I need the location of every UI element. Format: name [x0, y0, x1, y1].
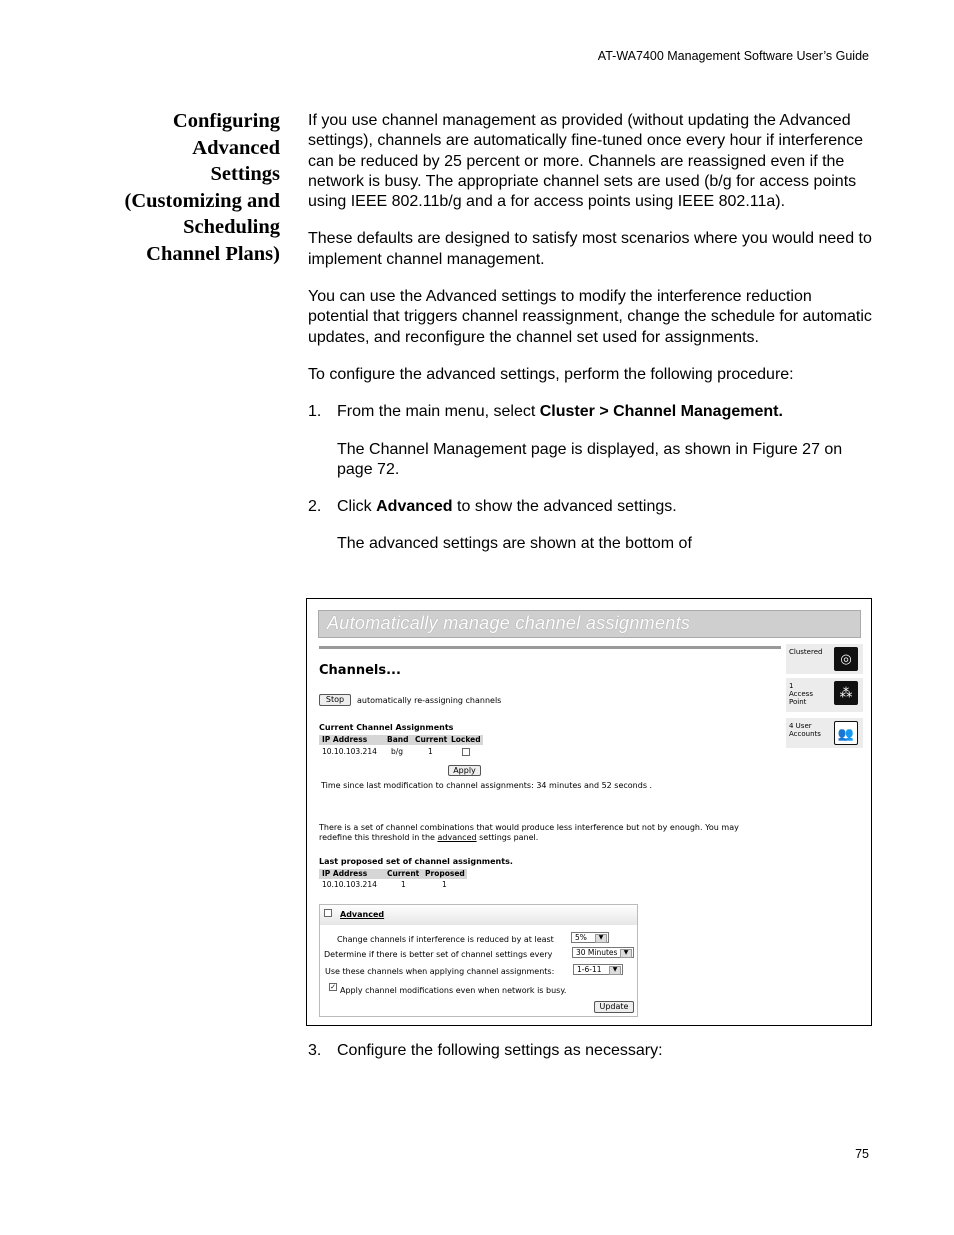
stop-description: automatically re-assigning channels [357, 696, 502, 705]
paragraph: You can use the Advanced settings to modify the interference reduction potential that triggers channel reassignment, change the schedule for automatic updates, and reconfigure the channel set used for assignments. [308, 288, 872, 346]
page-number: 75 [855, 1147, 869, 1161]
section-title-line: Configuring [172, 110, 280, 132]
selected-value: 1-6-11 [577, 965, 602, 974]
stop-button[interactable]: Stop [319, 694, 351, 706]
proposed-table-header [319, 869, 467, 879]
body-text-continued [308, 1041, 874, 1078]
chevron-down-icon: ▼ [620, 949, 632, 958]
note-text: settings panel. [476, 833, 539, 842]
running-header: AT-WA7400 Management Software User’s Guide [597, 49, 869, 63]
step-text: Configure the following settings as necessary: [337, 1042, 663, 1059]
section-title [100, 108, 280, 267]
advanced-keyword: Advanced [376, 498, 453, 516]
table-row [319, 747, 483, 757]
section-title-line: (Customizing and [124, 189, 280, 212]
status-label: 4 User Accounts [789, 722, 821, 738]
col-locked: Locked [451, 735, 481, 744]
channel-set-select[interactable] [573, 964, 623, 975]
paragraph: To configure the advanced settings, perform the following procedure: [308, 365, 794, 383]
status-access-points[interactable] [786, 678, 863, 712]
col-proposed: Proposed [425, 869, 465, 878]
current-assignments-title: Current Channel Assignments [319, 723, 454, 732]
advanced-title[interactable]: Advanced [340, 910, 385, 919]
advanced-link[interactable]: advanced [437, 833, 477, 842]
user-accounts-icon: 👥 [834, 721, 858, 745]
body-text [308, 111, 874, 572]
cell-ip: 10.10.103.214 [322, 747, 377, 756]
locked-checkbox[interactable] [462, 748, 470, 756]
cluster-icon: ◎ [834, 647, 858, 671]
note-text: redefine this threshold in the [319, 833, 438, 842]
banner-text: Automatically manage channel assignments [327, 613, 691, 633]
status-label: Clustered [789, 648, 823, 656]
proposed-title: Last proposed set of channel assignments. [319, 857, 513, 866]
apply-when-busy-label: Apply channel modifications even when network is busy. [340, 986, 567, 995]
chevron-down-icon: ▼ [595, 934, 607, 943]
step-number: 1. [308, 403, 322, 421]
chevron-down-icon: ▼ [609, 966, 621, 975]
step-3 [308, 1041, 874, 1061]
note-line [319, 833, 538, 842]
apply-when-busy-checkbox[interactable]: ✓ [330, 984, 336, 991]
step-2-note: The advanced settings are shown at the bottom of [337, 535, 692, 553]
selected-value: 30 Minutes [576, 948, 618, 957]
status-label: 1 Access Point [789, 682, 813, 706]
channels-heading: Channels... [319, 663, 401, 678]
section-title-line: Advanced [192, 136, 280, 159]
schedule-select[interactable] [572, 947, 634, 958]
figure-banner [318, 610, 861, 638]
section-title-line: Channel Plans) [146, 242, 280, 265]
interference-label: Change channels if interference is reduced by at least [337, 935, 554, 944]
cell-proposed: 1 [442, 880, 447, 889]
col-ip: IP Address [322, 735, 368, 744]
section-title-line: Settings [210, 163, 280, 185]
step-1-note: The Channel Management page is displayed, as shown in Figure 27 on page 72. [337, 440, 843, 478]
access-point-icon: ⁂ [834, 681, 858, 705]
menu-path: Cluster > Channel Management. [539, 403, 783, 421]
step-1 [308, 402, 874, 422]
step-number: 2. [308, 498, 322, 516]
divider [319, 646, 781, 649]
paragraph: These defaults are designed to satisfy most scenarios where you would need to implement channel management. [308, 230, 872, 268]
table-row [319, 880, 467, 890]
col-ip: IP Address [322, 869, 368, 878]
step-text: From the main menu, select [337, 403, 540, 421]
step-2 [308, 497, 874, 517]
selected-value: 5% [575, 933, 587, 942]
cell-band: b/g [391, 747, 404, 756]
apply-button[interactable]: Apply [448, 765, 481, 776]
step-text: to show the advanced settings. [452, 498, 677, 516]
schedule-label: Determine if there is better set of channel settings every [324, 950, 553, 959]
interference-select[interactable] [571, 932, 609, 943]
status-user-accounts[interactable] [786, 718, 863, 748]
cell-current: 1 [401, 880, 406, 889]
current-table-header [319, 735, 483, 745]
channels-label: Use these channels when applying channel assignments: [325, 967, 555, 976]
col-current: Current [415, 735, 448, 744]
cell-current: 1 [428, 747, 433, 756]
paragraph: If you use channel management as provided (without updating the Advanced settings), channels are automatically fine-tuned once every hour if interference can be reduced by 25 percent or more. Channels are reassigned even if the network is busy. The appropriate channel sets are used (b/g for access points using IEEE 802.11b/g and a for access points using IEEE 802.11a). [308, 112, 863, 211]
advanced-toggle-checkbox[interactable] [324, 909, 332, 917]
section-title-line: Scheduling [183, 216, 280, 238]
status-clustered[interactable] [786, 644, 863, 674]
advanced-panel [319, 904, 638, 1017]
col-band: Band [387, 735, 409, 744]
update-button[interactable]: Update [594, 1001, 634, 1013]
step-number: 3. [308, 1042, 322, 1059]
time-since-modification: Time since last modification to channel assignments: 34 minutes and 52 seconds . [321, 781, 653, 790]
col-current: Current [387, 869, 420, 878]
cell-ip: 10.10.103.214 [322, 880, 377, 889]
channel-management-figure [306, 598, 872, 1026]
note-line: There is a set of channel combinations that would produce less interference but not by enough. You may [319, 823, 739, 832]
step-text: Click [337, 498, 377, 516]
